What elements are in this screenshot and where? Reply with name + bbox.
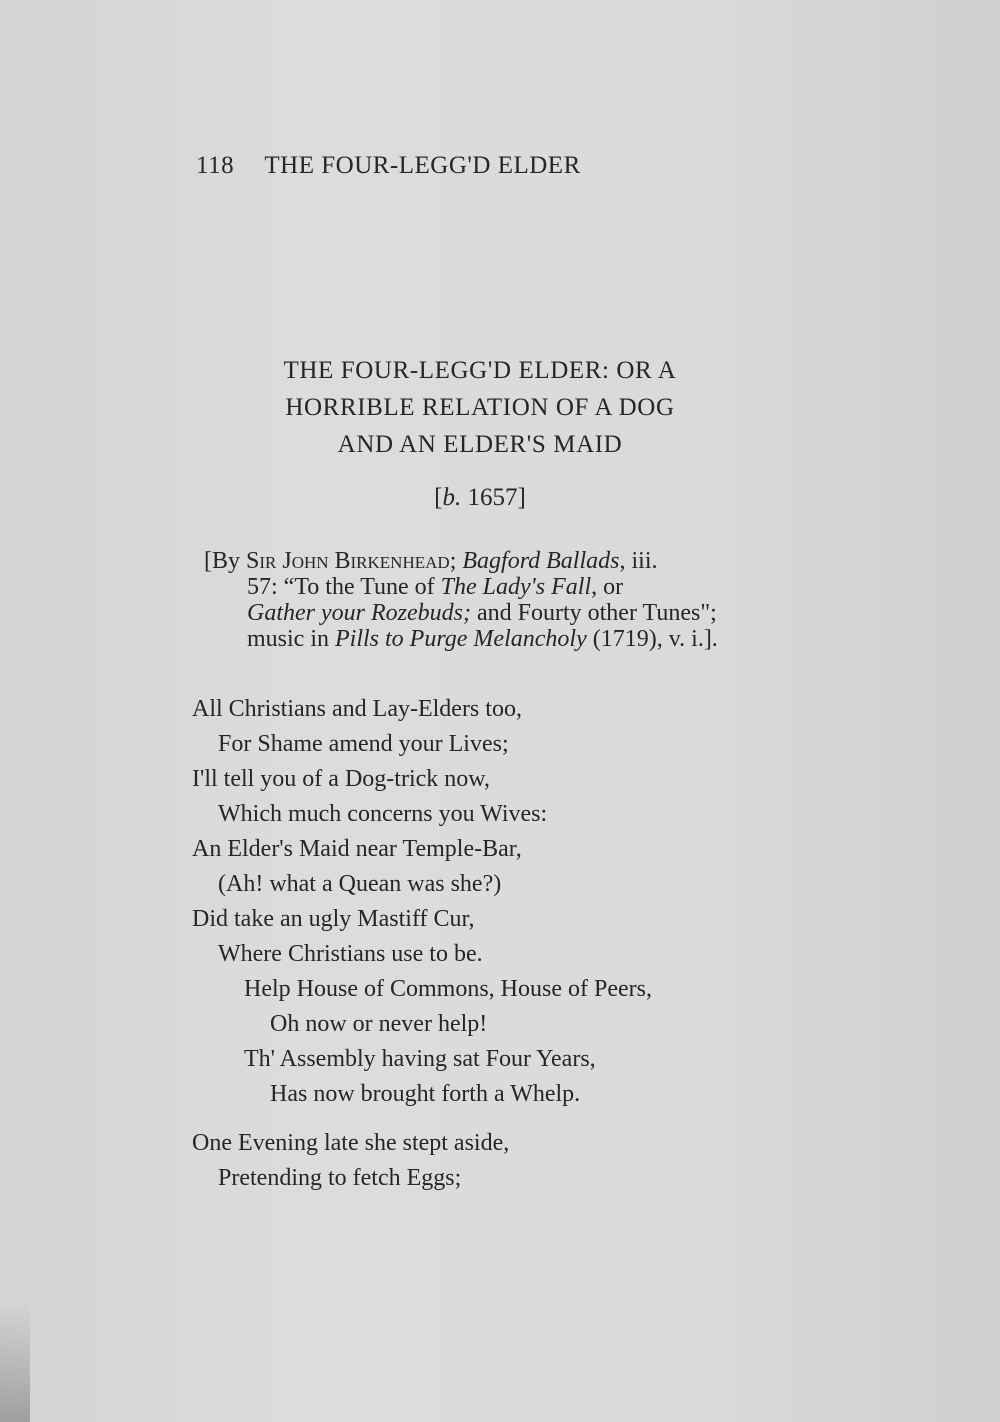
running-title: THE FOUR-LEGG'D ELDER [264, 152, 581, 179]
note-line-1 [204, 548, 764, 574]
verse-line: One Evening late she stept aside, [192, 1130, 510, 1156]
note-sep: ; [449, 548, 463, 574]
note-tune-intro: 57: “To the Tune of [247, 574, 441, 600]
date-line [200, 484, 760, 512]
verse-line: For Shame amend your Lives; [218, 731, 509, 757]
note-line-3 [204, 600, 764, 626]
date-bracket: [ [434, 484, 443, 511]
stanza-gap [192, 1112, 812, 1126]
note-author: Sir John Birkenhead [246, 548, 450, 574]
running-head [196, 152, 716, 180]
note-music-intro: music in [247, 626, 335, 652]
note-line-4 [204, 626, 764, 652]
title-line-2: HORRIBLE RELATION OF A DOG [285, 394, 675, 421]
title-line-3: AND AN ELDER'S MAID [337, 431, 623, 458]
date-abbr: b. [442, 484, 462, 511]
page-edge-shadow [0, 1302, 30, 1422]
title-line-1: THE FOUR-LEGG'D ELDER: OR A [283, 357, 677, 384]
refrain-line: Oh now or never help! [270, 1011, 488, 1037]
note-music-ref: (1719), v. i.]. [586, 626, 718, 652]
refrain-line: Help House of Commons, House of Peers, [244, 976, 652, 1002]
poem-body [192, 692, 812, 1196]
note-music-work: Pills to Purge Melancholy [335, 626, 587, 652]
note-or: , or [591, 574, 624, 600]
verse-line: (Ah! what a Quean was she?) [218, 871, 502, 897]
note-tune-1: The Lady's Fall [440, 574, 592, 600]
date-year: 1657] [461, 484, 526, 511]
refrain-line: Th' Assembly having sat Four Years, [244, 1046, 596, 1072]
note-tune-2: Gather your Rozebuds; [247, 600, 471, 626]
verse-line: I'll tell you of a Dog-trick now, [192, 766, 491, 792]
page-number: 118 [196, 152, 235, 179]
verse-line: Pretending to fetch Eggs; [218, 1165, 462, 1191]
note-line-2 [204, 574, 764, 600]
verse-line: All Christians and Lay-Elders too, [192, 696, 522, 722]
verse-line: Where Christians use to be. [218, 941, 483, 967]
note-other-tunes: and Fourty other Tunes"; [470, 600, 717, 626]
note-open: [By [204, 548, 246, 574]
note-source: Bagford Ballads [462, 548, 620, 574]
source-note [204, 548, 764, 652]
poem-title [200, 352, 760, 463]
verse-line: Which much concerns you Wives: [218, 801, 548, 827]
note-volume: , iii. [619, 548, 658, 574]
verse-line: Did take an ugly Mastiff Cur, [192, 906, 475, 932]
refrain-line: Has now brought forth a Whelp. [270, 1081, 581, 1107]
verse-line: An Elder's Maid near Temple-Bar, [192, 836, 522, 862]
